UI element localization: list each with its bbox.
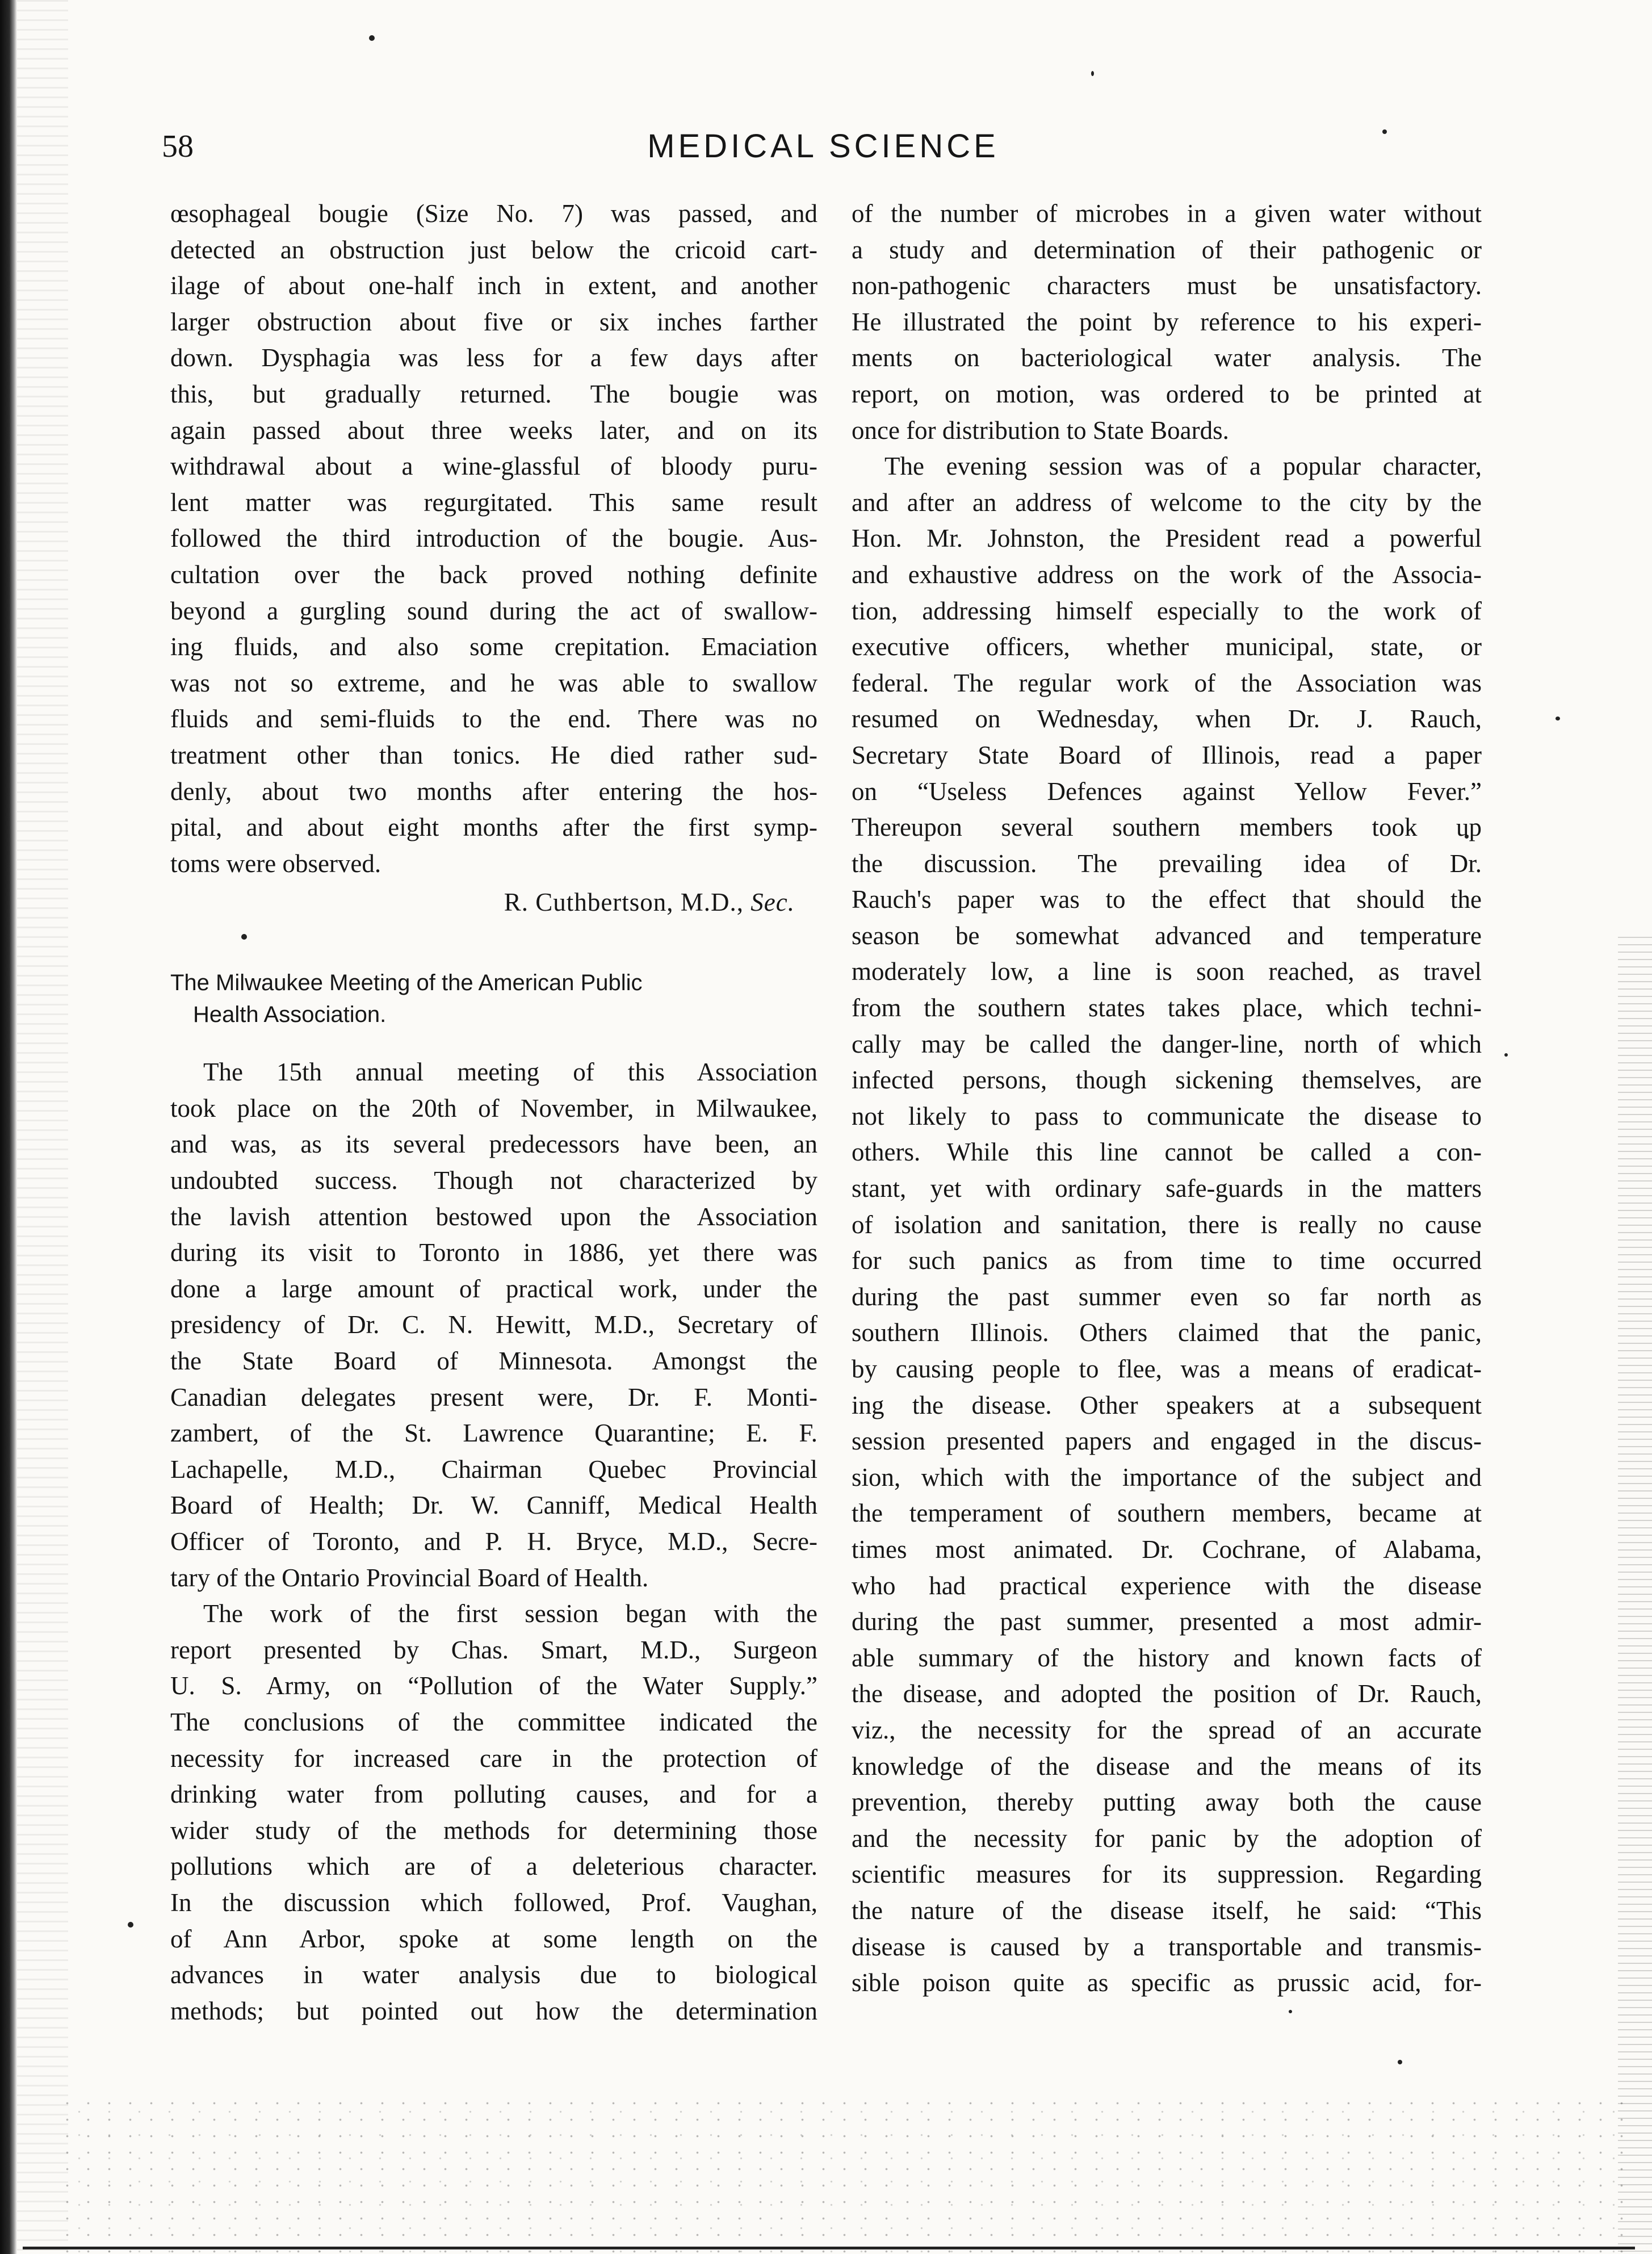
text-line: was not so extreme, and he was able to swallow (170, 668, 817, 697)
text-line: tary of the Ontario Provincial Board of Health. (170, 1563, 649, 1592)
text-line: œsophageal bougie (Size No. 7) was passed, and (170, 199, 817, 228)
text-line: ilage of about one-half inch in extent, and another (170, 271, 817, 300)
book-binding-edge (0, 0, 17, 2254)
text-line: the disease, and adopted the position of Dr. Rauch, (852, 1679, 1482, 1708)
text-line: Canadian delegates present were, Dr. F. Monti- (170, 1382, 817, 1411)
text-line: cultation over the back proved nothing definite (170, 560, 817, 589)
signature-role: Sec. (750, 888, 795, 917)
text-line: the discussion. The prevailing idea of Dr. (852, 849, 1482, 878)
text-line: the temperament of southern members, became at (852, 1499, 1482, 1528)
text-line: during the past summer even so far north as (852, 1282, 1482, 1311)
text-line: wider study of the methods for determining those (170, 1816, 817, 1845)
text-line: and the necessity for panic by the adoption of (852, 1824, 1482, 1853)
text-line: toms were observed. (170, 849, 381, 878)
page-number: 58 (162, 129, 194, 164)
author-signature (170, 882, 817, 923)
text-line: The evening session was of a popular character, (884, 452, 1482, 481)
text-line: on “Useless Defences against Yellow Fever.” (852, 777, 1482, 806)
text-line: resumed on Wednesday, when Dr. J. Rauch, (852, 705, 1482, 734)
text-line: ing fluids, and also some crepitation. Emaciation (170, 632, 817, 661)
text-line: able summary of the history and known facts of (852, 1643, 1482, 1672)
text-line: southern Illinois. Others claimed that the panic, (852, 1318, 1482, 1347)
text-line: stant, yet with ordinary safe-guards in the matters (852, 1174, 1482, 1203)
speck (1091, 71, 1094, 76)
text-line: done a large amount of practical work, under the (170, 1274, 817, 1303)
text-line: tion, addressing himself especially to the work of (852, 596, 1482, 625)
text-line: took place on the 20th of November, in Milwaukee, (170, 1094, 817, 1122)
text-line: from the southern states takes place, which techni- (852, 994, 1482, 1023)
article-title (170, 967, 817, 1030)
text-line: and after an address of welcome to the city by the (852, 488, 1482, 517)
text-line: necessity for increased care in the protection of (170, 1744, 817, 1773)
speck (369, 35, 375, 41)
article-body-left (170, 1054, 817, 2029)
text-line: the State Board of Minnesota. Amongst the (170, 1347, 817, 1376)
text-line: others. While this line cannot be called a con- (852, 1138, 1482, 1167)
text-line: disease is caused by a transportable and transmis- (852, 1932, 1482, 1961)
text-line: zambert, of the St. Lawrence Quarantine; E. F. (170, 1419, 817, 1448)
text-line: fluids and semi-fluids to the end. There was no (170, 705, 817, 734)
text-line: ing the disease. Other speakers at a subsequent (852, 1390, 1482, 1419)
text-line: prevention, thereby putting away both the cause (852, 1788, 1482, 1817)
text-line: during the past summer, presented a most admir- (852, 1607, 1482, 1636)
text-line: The conclusions of the committee indicated the (170, 1707, 817, 1736)
text-line: treatment other than tonics. He died rather sud- (170, 740, 817, 769)
text-line: The work of the first session began with the (203, 1599, 817, 1628)
text-line: by causing people to flee, was a means of eradicat- (852, 1355, 1482, 1383)
article-title-line: Health Association. (193, 1002, 387, 1028)
text-line: followed the third introduction of the bougie. Aus- (170, 524, 817, 553)
text-line: this, but gradually returned. The bougie was (170, 379, 817, 408)
scan-shadow (17, 0, 68, 2254)
text-line: a study and determination of their pathogenic or (852, 235, 1482, 264)
text-line: cally may be called the danger-line, north of which (852, 1029, 1482, 1058)
text-line: and exhaustive address on the work of the Associa- (852, 560, 1482, 589)
text-line: down. Dysphagia was less for a few days after (170, 343, 817, 372)
text-line: once for distribution to State Boards. (852, 416, 1229, 445)
text-line: report presented by Chas. Smart, M.D., Surgeon (170, 1635, 817, 1664)
text-line: knowledge of the disease and the means of its (852, 1752, 1482, 1780)
speck (1555, 717, 1560, 720)
text-line: In the discussion which followed, Prof. Vaughan, (170, 1888, 817, 1917)
text-line: pollutions which are of a deleterious character. (170, 1852, 817, 1881)
text-line: sion, which with the importance of the subject and (852, 1463, 1482, 1492)
text-line: moderately low, a line is soon reached, as travel (852, 957, 1482, 986)
text-line: and was, as its several predecessors have been, an (170, 1130, 817, 1159)
speck (1398, 2060, 1402, 2064)
speck (1382, 129, 1387, 134)
text-line: times most animated. Dr. Cochrane, of Alabama, (852, 1535, 1482, 1564)
text-line: of the number of microbes in a given water without (852, 199, 1482, 228)
text-line: advances in water analysis due to biological (170, 1960, 817, 1989)
text-line: pital, and about eight months after the first symp- (170, 813, 817, 842)
text-line: Rauch's paper was to the effect that should the (852, 885, 1482, 914)
text-line: ments on bacteriological water analysis. The (852, 343, 1482, 372)
scan-bottom-noise (57, 2095, 1641, 2254)
text-line: presidency of Dr. C. N. Hewitt, M.D., Secretary of (170, 1310, 817, 1339)
text-line: season be somewhat advanced and temperature (852, 921, 1482, 950)
text-line: again passed about three weeks later, and on its (170, 416, 817, 445)
text-line: withdrawal about a wine-glassful of bloody puru- (170, 452, 817, 481)
article-title-line: The Milwaukee Meeting of the American Public (170, 970, 643, 996)
text-line: of Ann Arbor, spoke at some length on the (170, 1924, 817, 1953)
text-line: not likely to pass to communicate the disease to (852, 1101, 1482, 1130)
text-line: infected persons, though sickening themselves, are (852, 1066, 1482, 1095)
text-line: session presented papers and engaged in the discus- (852, 1427, 1482, 1456)
text-line: for such panics as from time to time occurred (852, 1246, 1482, 1275)
text-line: the lavish attention bestowed upon the Association (170, 1202, 817, 1231)
text-line: beyond a gurgling sound during the act of swallow- (170, 596, 817, 625)
text-line: drinking water from polluting causes, and for a (170, 1780, 817, 1809)
case-report-continuation (170, 196, 817, 882)
text-line: federal. The regular work of the Association was (852, 668, 1482, 697)
text-line: detected an obstruction just below the cricoid cart- (170, 235, 817, 264)
signature-name: R. Cuthbertson, M.D., (504, 888, 744, 917)
page-bottom-edge (23, 2247, 1635, 2249)
text-line: larger obstruction about five or six inches farther (170, 307, 817, 336)
text-line: Secretary State Board of Illinois, read a paper (852, 740, 1482, 769)
speck (1504, 1053, 1508, 1057)
speck (128, 1922, 133, 1928)
text-line: U. S. Army, on “Pollution of the Water Supply.” (170, 1671, 817, 1700)
running-head: MEDICAL SCIENCE (647, 128, 999, 165)
left-column (170, 196, 817, 2029)
text-line: undoubted success. Though not characterized by (170, 1166, 817, 1195)
text-line: denly, about two months after entering the hos- (170, 777, 817, 806)
text-line: scientific measures for its suppression. Regarding (852, 1860, 1482, 1889)
text-line: non-pathogenic characters must be unsatisfactory. (852, 271, 1482, 300)
text-line: the nature of the disease itself, he said: “This (852, 1896, 1482, 1925)
text-line: who had practical experience with the disease (852, 1571, 1482, 1600)
text-line: Lachapelle, M.D., Chairman Quebec Provincial (170, 1455, 817, 1484)
text-line: He illustrated the point by reference to his experi- (852, 307, 1482, 336)
text-line: sible poison quite as specific as prussic acid, for- (852, 1968, 1482, 1997)
text-line: during its visit to Toronto in 1886, yet there was (170, 1238, 817, 1267)
right-column (852, 196, 1482, 2001)
text-line: of isolation and sanitation, there is really no cause (852, 1210, 1482, 1239)
text-line: executive officers, whether municipal, state, or (852, 632, 1482, 661)
text-line: Hon. Mr. Johnston, the President read a powerful (852, 524, 1482, 553)
text-line: methods; but pointed out how the determination (170, 1996, 817, 2025)
text-line: lent matter was regurgitated. This same result (170, 488, 817, 517)
text-line: viz., the necessity for the spread of an accurate (852, 1715, 1482, 1744)
text-line: Thereupon several southern members took up (852, 813, 1482, 842)
text-line: Officer of Toronto, and P. H. Bryce, M.D., Secre- (170, 1527, 817, 1556)
speck (1289, 2010, 1292, 2013)
text-line: The 15th annual meeting of this Association (203, 1058, 817, 1087)
scan-edge-noise (1618, 937, 1652, 2254)
text-line: Board of Health; Dr. W. Canniff, Medical Health (170, 1491, 817, 1520)
text-line: report, on motion, was ordered to be printed at (852, 379, 1482, 408)
